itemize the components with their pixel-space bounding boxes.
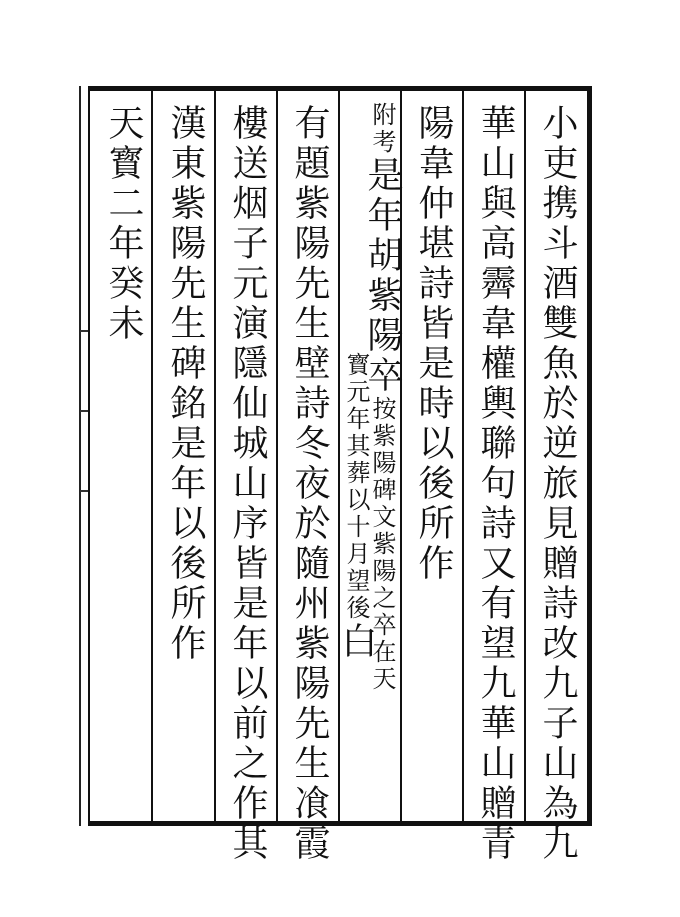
annotation-label: 附考 [368,102,396,156]
column-rule [214,86,216,826]
text-column-6: 樓送烟子元演隱仙城山序皆是年以前之作其 [227,104,268,864]
inline-annotation: 寳元年其葬以十月望後 [342,352,370,622]
text-column-2: 華山與高霽韋權輿聯句詩又有望九華山贈青 [475,104,516,864]
text-column-5: 有題紫陽先生壁詩冬夜於隨州紫陽先生飡霞 [289,104,330,864]
column-rule [276,86,278,826]
column-rule [338,86,340,826]
column-rule [462,86,464,826]
heading-column: 天寳二年癸未 [103,104,144,344]
inline-annotation: 按紫陽碑文紫陽之卒在天 [368,396,396,693]
column-rule [151,86,153,826]
annotated-column [336,102,403,802]
column-rule [524,86,526,826]
text-column-7: 漢東紫陽先生碑銘是年以後所作 [165,104,206,664]
main-text-tail: 白 [336,622,377,662]
text-column-1: 小吏携斗酒雙魚於逆旅見贈詩改九子山為九 [537,104,578,864]
main-text: 是年胡紫陽卒 [362,156,403,396]
text-column-3: 陽韋仲堪詩皆是時以後所作 [413,104,454,584]
note-right-line [362,102,403,802]
